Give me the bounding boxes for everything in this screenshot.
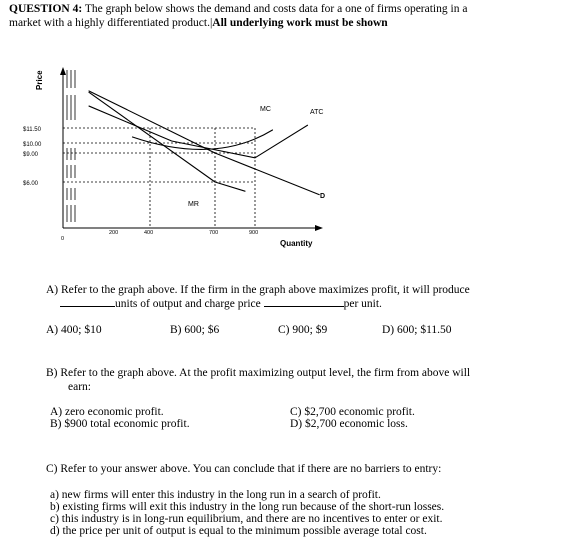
part-a-option-a[interactable]: A) 400; $10: [46, 324, 102, 336]
y-tick-label: $11.50: [23, 127, 41, 133]
part-b-option-c[interactable]: C) $2,700 economic profit.: [290, 406, 415, 418]
part-b-line2: earn:: [68, 381, 91, 393]
question-instruction: All underlying work must be shown: [212, 17, 388, 29]
y-tick-label: $10.00: [23, 142, 42, 148]
x-axis-arrow: [315, 225, 323, 231]
y-axis-tick-bars: [67, 70, 75, 222]
price-answer-blank[interactable]: [264, 296, 344, 307]
mc-label: MC: [260, 106, 271, 113]
x-tick-label: 400: [144, 230, 154, 236]
part-c-option-d[interactable]: d) the price per unit of output is equal to the minimum possible average total cost.: [50, 525, 427, 537]
part-a-line2: [60, 296, 382, 311]
mr-label: MR: [188, 201, 199, 208]
d-label: D: [320, 193, 326, 200]
question-intro: The graph below shows the demand and costs data for a one of firms operating in a: [84, 3, 468, 15]
part-a-option-b[interactable]: B) 600; $6: [170, 324, 220, 336]
part-c-line1: C) Refer to your answer above. You can conclude that if there are no barriers to entry:: [46, 463, 442, 475]
part-c-option-b[interactable]: b) existing firms will exit this industry in the long run because of the short-run losses.: [50, 501, 445, 513]
x-tick-label: 700: [209, 230, 219, 236]
part-b-option-a[interactable]: A) zero economic profit.: [50, 406, 164, 418]
part-a-option-c[interactable]: C) 900; $9: [278, 324, 328, 336]
text-cursor: |: [209, 17, 213, 29]
question-intro-cont: market with a highly differentiated product.: [9, 17, 210, 29]
part-a-line2a: units of output and charge price: [115, 298, 261, 310]
units-answer-blank[interactable]: [60, 296, 115, 307]
y-axis-label: Price: [35, 70, 44, 90]
y-axis-arrow: [60, 67, 66, 75]
cost-demand-chart: [0, 0, 570, 260]
part-b-option-b[interactable]: B) $900 total economic profit.: [50, 418, 190, 430]
x-tick-label: 900: [249, 230, 259, 236]
part-a-line1: A) Refer to the graph above. If the firm in the graph above maximizes profit, it will produce: [46, 284, 470, 296]
reference-lines: [63, 128, 255, 228]
question-number: QUESTION 4:: [9, 3, 83, 15]
y-tick-label: $6.00: [23, 181, 39, 187]
chart-labels: [23, 70, 325, 248]
mr-curve: [89, 92, 245, 191]
part-a-option-d[interactable]: D) 600; $11.50: [382, 324, 452, 336]
part-b-option-d[interactable]: D) $2,700 economic loss.: [290, 418, 408, 430]
part-a-line2b: per unit.: [343, 298, 382, 310]
part-c-option-a[interactable]: a) new firms will enter this industry in the long run in a search of profit.: [50, 489, 381, 501]
y-tick-label: $9.00: [23, 152, 39, 158]
atc-curve: [89, 106, 308, 158]
x-tick-label: 200: [109, 230, 119, 236]
part-c-option-c[interactable]: c) this industry is in long-run equilibrium, and there are no incentives to enter or exit.: [50, 513, 443, 525]
x-tick-label: 0: [61, 236, 65, 242]
part-b-line1: B) Refer to the graph above. At the profit maximizing output level, the firm from above will: [46, 367, 471, 379]
x-axis-label: Quantity: [280, 239, 313, 248]
atc-label: ATC: [310, 109, 324, 116]
